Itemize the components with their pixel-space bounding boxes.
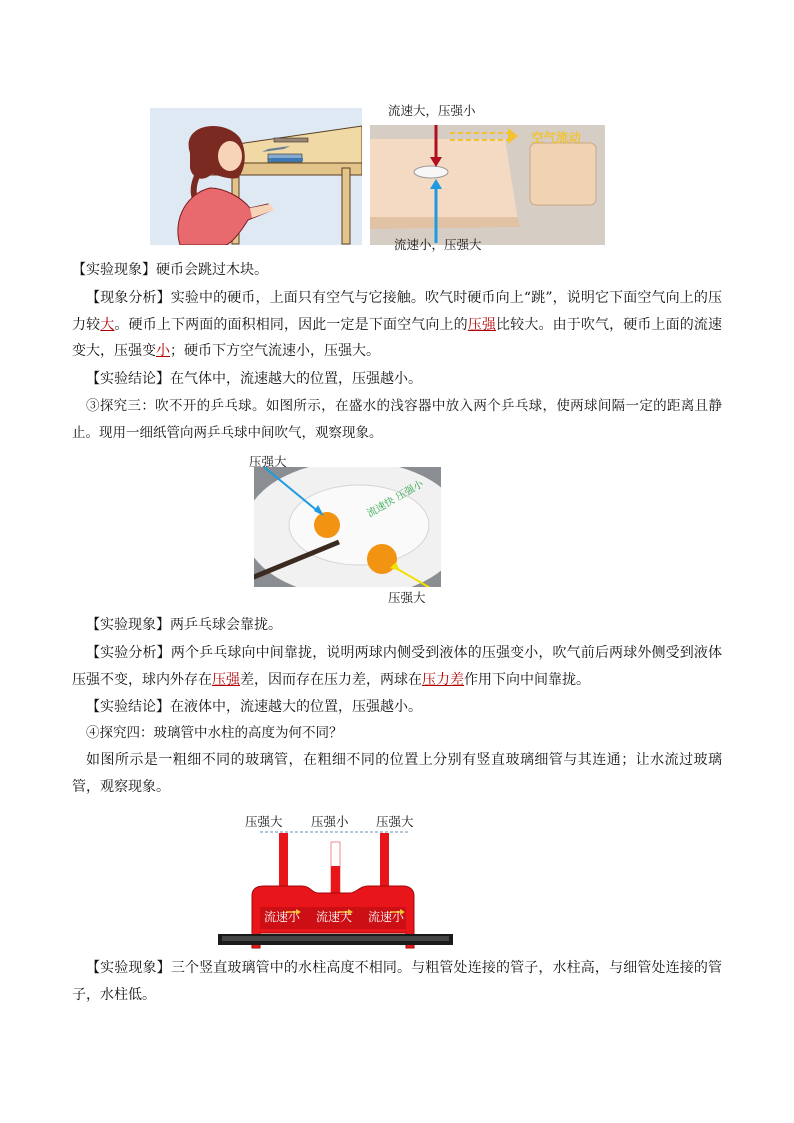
paragraph-analysis-2: 【实验分析】两个乒乓球向中间靠拢，说明两球内侧受到液体的压强变小，吹气前后两球外侧受到液体压强不变，球内外存在压强差，因而存在压力差，两球在压力差作用下向中间靠拢。: [72, 645, 723, 688]
fig1-flow-label: 空气流动: [531, 130, 582, 145]
paragraph-exploration-4: ④探究四：玻璃管中水柱的高度为何不同？: [86, 725, 343, 741]
fig3-speed-label-right: 流速小: [368, 910, 405, 924]
figure-ping-pong-balls: [245, 452, 445, 605]
fig1-top-label: 流速大，压强小: [388, 103, 476, 118]
girl-blowing-illustration: [150, 108, 362, 245]
paragraph-analysis-1: 【现象分析】实验中的硬币，上面只有空气与它接触。吹气时硬币向上“跳”，说明它下面空气向上的压力较大。硬币上下两面的面积相同，因此一定是下面空气向上的压强比较大。由于吹气，硬币上面的流速变大，压强变小；硬币下方空气流速小，压强大。: [72, 290, 723, 359]
fig3-pressure-label-left: 压强大: [245, 814, 283, 829]
paragraph-exploration-3: ③探究三：吹不开的乒乓球。如图所示，在盛水的浅容器中放入两个乒乓球，使两球间隔一定的距离且静止。现用一细纸管向两乒乓球中间吹气，观察现象。: [72, 398, 722, 441]
paragraph-conclusion-2: 【实验结论】在液体中，流速越大的位置，压强越小。: [86, 699, 422, 715]
figure-coin-experiment: [150, 103, 605, 252]
fig3-pressure-label-right: 压强大: [376, 814, 414, 829]
fig2-label-bottom: 压强大: [388, 590, 426, 605]
paragraph-observation-2: 【实验现象】两乒乓球会靠拢。: [86, 617, 282, 633]
fig3-speed-label-left: 流速小: [264, 910, 301, 924]
paragraph-description: 如图所示是一粗细不同的玻璃管，在粗细不同的位置上分别有竖直玻璃细管与其连通；让水流过玻璃管，观察现象。: [72, 752, 722, 795]
fig2-label-diagonal: 流速快 压强小: [365, 478, 426, 520]
figure-venturi-tube: [218, 808, 453, 950]
fig1-bottom-label: 流速小，压强大: [394, 237, 482, 252]
paragraph-observation-1: 【实验现象】硬币会跳过木块。: [72, 262, 268, 278]
paragraph-conclusion-1: 【实验结论】在气体中，流速越大的位置，压强越小。: [86, 371, 422, 387]
fig3-pressure-label-middle: 压强小: [311, 814, 349, 829]
paragraph-observation-3: 【实验现象】三个竖直玻璃管中的水柱高度不相同。与粗管处连接的管子，水柱高，与细管处连接的管子，水柱低。: [72, 960, 723, 1003]
fig3-speed-label-middle: 流速大: [316, 910, 353, 924]
fig2-label-top: 压强大: [249, 454, 287, 469]
